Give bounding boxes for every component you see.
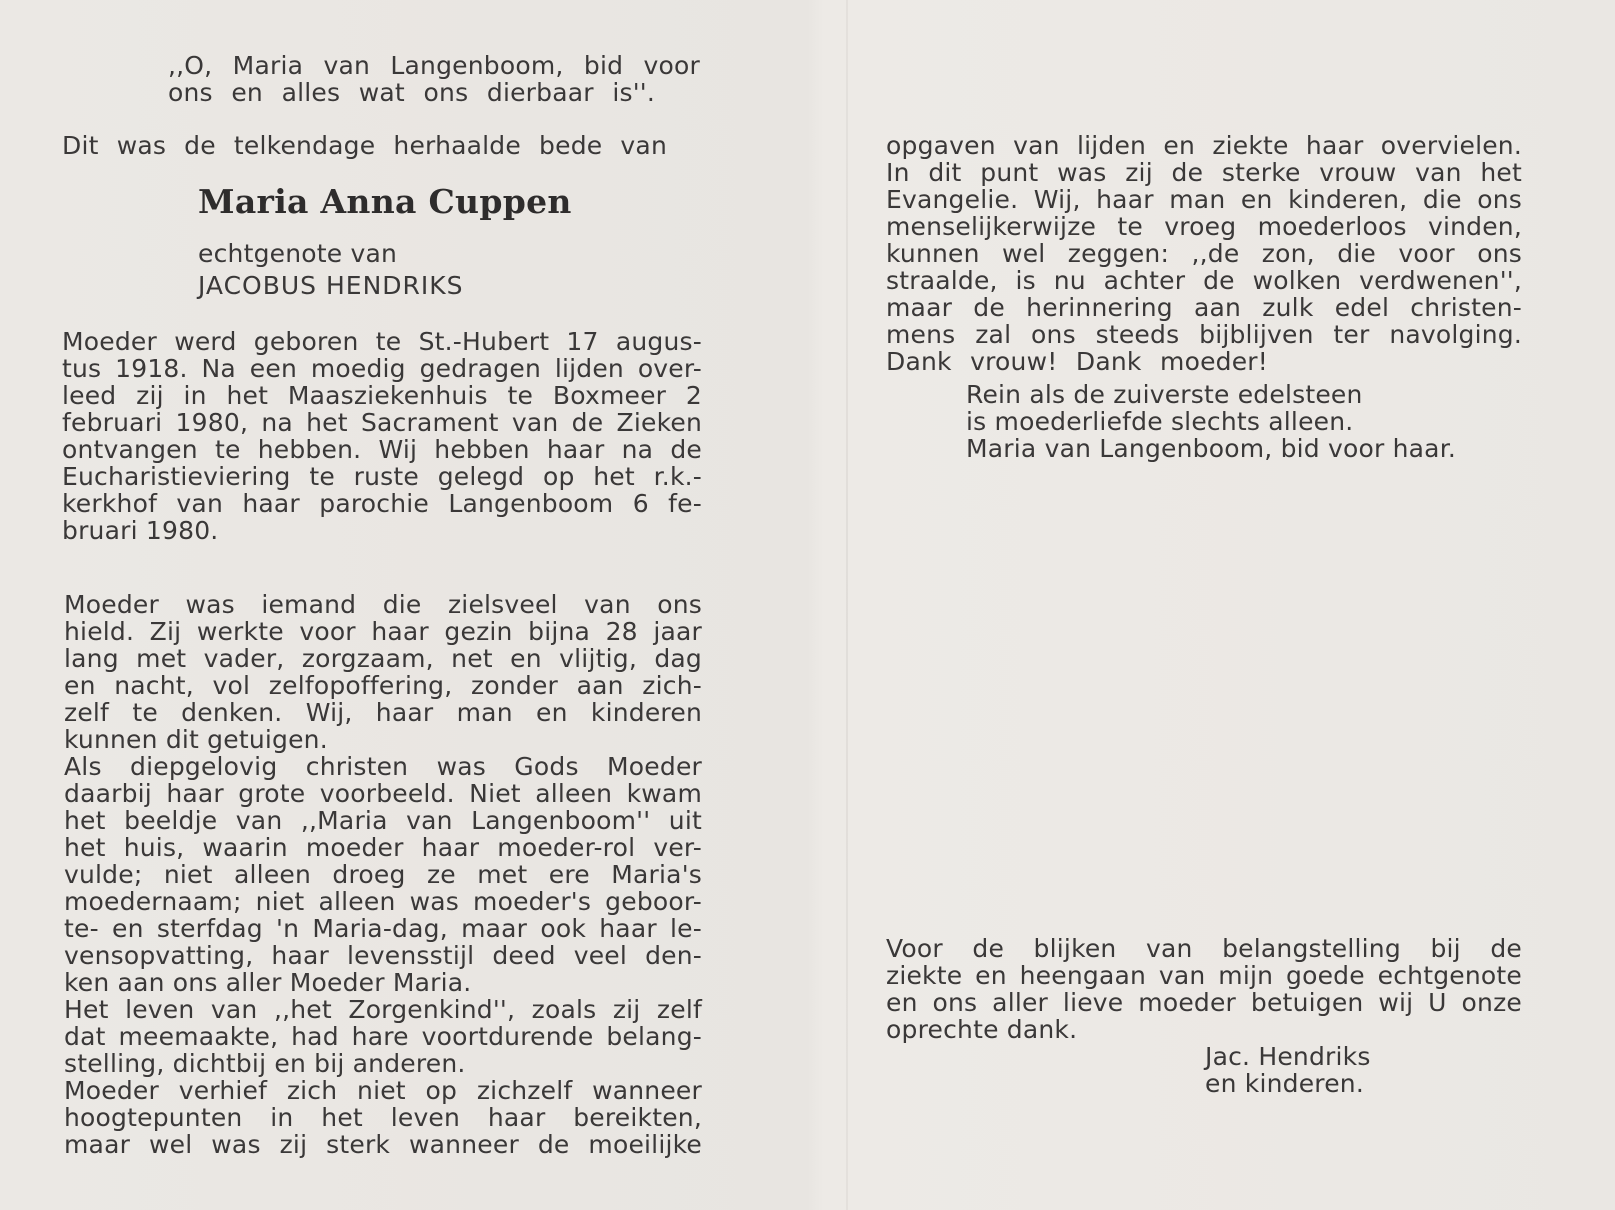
intro-line: Dit was de telkendage herhaalde bede van: [62, 131, 667, 160]
tribute-line: te- en sterfdag 'n Maria-dag, maar ook haar le-: [64, 914, 702, 943]
tribute-line: dat meemaakte, had hare voortdurende belang-: [64, 1022, 702, 1051]
continuation-line: mens zal ons steeds bijblijven ter navolging.: [886, 320, 1522, 349]
tribute-line: moedernaam; niet alleen was moeder's geboor-: [64, 887, 702, 916]
deceased-name: Maria Anna Cuppen: [198, 182, 572, 221]
tribute-line: stelling, dichtbij en bij anderen.: [64, 1049, 466, 1078]
verse-line: is moederliefde slechts alleen.: [966, 407, 1354, 436]
continuation-line: In dit punt was zij de sterke vrouw van het: [886, 158, 1522, 187]
tribute-line: hoogtepunten in het leven haar bereikten,: [64, 1103, 702, 1132]
verse-line: Maria van Langenboom, bid voor haar.: [966, 434, 1457, 463]
continuation-line: kunnen wel zeggen: ,,de zon, die voor ons: [886, 239, 1522, 268]
tribute-line: ken aan ons aller Moeder Maria.: [64, 968, 472, 997]
bio-line: Eucharistieviering te ruste gelegd op het r.k.-: [62, 462, 702, 491]
tribute-line: vensopvatting, haar levensstijl deed veel den-: [64, 941, 702, 970]
fold-line: [846, 0, 848, 1210]
tribute-line: en nacht, vol zelfopoffering, zonder aan zich-: [64, 671, 702, 700]
tribute-line: Als diepgelovig christen was Gods Moeder: [64, 752, 702, 781]
continuation-line: Evangelie. Wij, haar man en kinderen, die ons: [886, 185, 1522, 214]
tribute-line: Moeder was iemand die zielsveel van ons: [64, 590, 702, 619]
continuation-line: Dank vrouw! Dank moeder!: [886, 347, 1268, 376]
signature-line: Jac. Hendriks: [1205, 1042, 1371, 1071]
tribute-line: vulde; niet alleen droeg ze met ere Maria's: [64, 860, 702, 889]
signature-line: en kinderen.: [1205, 1069, 1364, 1098]
tribute-line: maar wel was zij sterk wanneer de moeilijke: [64, 1130, 702, 1159]
tribute-line: lang met vader, zorgzaam, net en vlijtig, dag: [64, 644, 702, 673]
tribute-line: kunnen dit getuigen.: [64, 725, 328, 754]
continuation-line: maar de herinnering aan zulk edel christen-: [886, 293, 1522, 322]
tribute-line: het beeldje van ,,Maria van Langenboom'' uit: [64, 806, 702, 835]
tribute-line: Het leven van ,,het Zorgenkind'', zoals zij zelf: [64, 995, 702, 1024]
bio-line: leed zij in het Maasziekenhuis te Boxmeer 2: [62, 381, 702, 410]
tribute-line: zelf te denken. Wij, haar man en kinderen: [64, 698, 702, 727]
continuation-line: straalde, is nu achter de wolken verdwenen'',: [886, 266, 1522, 295]
bio-line: Moeder werd geboren te St.-Hubert 17 augus-: [62, 327, 702, 356]
tribute-line: het huis, waarin moeder haar moeder-rol ver-: [64, 833, 702, 862]
prayer-line-2: ons en alles wat ons dierbaar is''.: [168, 78, 655, 107]
verse-line: Rein als de zuiverste edelsteen: [966, 380, 1363, 409]
thanks-line: oprechte dank.: [886, 1015, 1078, 1044]
bio-line: kerkhof van haar parochie Langenboom 6 fe-: [62, 489, 702, 518]
thanks-line: en ons aller lieve moeder betuigen wij U onze: [886, 988, 1522, 1017]
bio-line: tus 1918. Na een moedig gedragen lijden over-: [62, 354, 702, 383]
thanks-line: Voor de blijken van belangstelling bij de: [886, 934, 1522, 963]
tribute-line: daarbij haar grote voorbeeld. Niet alleen kwam: [64, 779, 702, 808]
spouse-name: JACOBUS HENDRIKS: [198, 271, 464, 300]
thanks-line: ziekte en heengaan van mijn goede echtgenote: [886, 961, 1522, 990]
prayer-line-1: ,,O, Maria van Langenboom, bid voor: [168, 51, 700, 80]
continuation-line: opgaven van lijden en ziekte haar overvielen.: [886, 131, 1522, 160]
bio-line: ontvangen te hebben. Wij hebben haar na de: [62, 435, 702, 464]
bio-line: februari 1980, na het Sacrament van de Zieken: [62, 408, 702, 437]
spouse-label: echtgenote van: [198, 239, 398, 268]
bio-line: bruari 1980.: [62, 516, 219, 545]
tribute-line: Moeder verhief zich niet op zichzelf wanneer: [64, 1076, 702, 1105]
continuation-line: menselijkerwijze te vroeg moederloos vinden,: [886, 212, 1522, 241]
tribute-line: hield. Zij werkte voor haar gezin bijna 28 jaar: [64, 617, 702, 646]
